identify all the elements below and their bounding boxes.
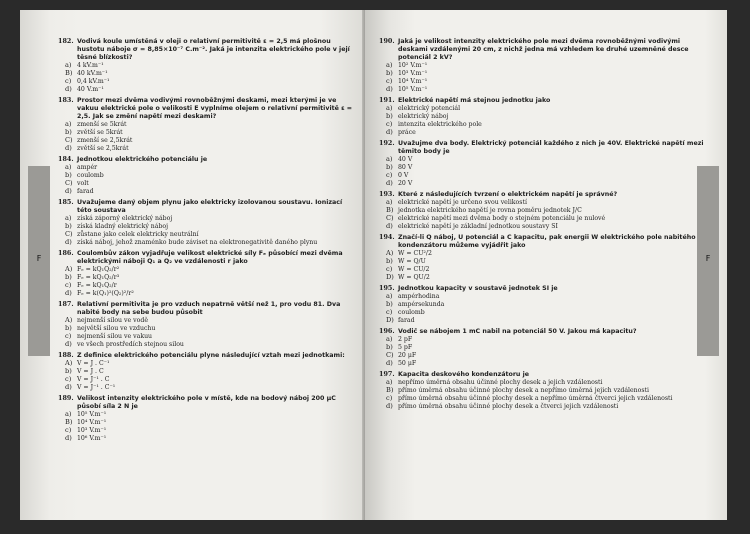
option-letter: d) bbox=[65, 186, 72, 195]
question bbox=[58, 199, 358, 247]
option-letter: c) bbox=[386, 119, 393, 128]
question-text: Relativní permitivita je pro vzduch nepatrně větší než 1, pro vodu 81. Dva nabité body na sebe budou působit bbox=[77, 301, 341, 316]
answer-option bbox=[379, 336, 709, 344]
question-header bbox=[379, 191, 709, 199]
option-text: získá náboj, jehož znaménko bude záviset na elektronegativitě daného plynu bbox=[77, 238, 318, 246]
question-number: 190. bbox=[379, 37, 395, 45]
option-text: 10⁵ V.m⁻¹ bbox=[77, 411, 107, 419]
right-question-column bbox=[379, 38, 709, 414]
question-header bbox=[58, 301, 358, 317]
option-text: 10⁴ V.m⁻¹ bbox=[398, 77, 428, 85]
answer-option bbox=[58, 376, 358, 384]
question bbox=[58, 395, 358, 443]
answer-option bbox=[379, 266, 709, 274]
option-letter: c) bbox=[386, 394, 393, 403]
answer-option bbox=[58, 137, 358, 145]
question-text: Jaká je velikost intenzity elektrického pole mezi dvěma rovnoběžnými vodivými deskami vzdálenými 20 cm, z nichž jedna má vzhledem ke druhé uzemněné desce potenciál 2 kV? bbox=[398, 38, 689, 61]
option-letter: b) bbox=[65, 272, 72, 281]
answer-option bbox=[379, 164, 709, 172]
option-letter: b) bbox=[65, 170, 72, 179]
option-letter: a) bbox=[386, 292, 393, 301]
option-text: V = J . C bbox=[77, 367, 104, 375]
question-header bbox=[58, 38, 358, 62]
answer-option bbox=[58, 188, 358, 196]
question-header bbox=[58, 97, 358, 121]
option-letter: D) bbox=[386, 272, 394, 281]
option-text: coulomb bbox=[398, 308, 425, 316]
answer-option bbox=[58, 70, 358, 78]
question bbox=[379, 140, 709, 188]
right-page bbox=[365, 10, 727, 520]
option-letter: b) bbox=[386, 111, 393, 120]
question-number: 193. bbox=[379, 190, 395, 199]
answer-option bbox=[379, 86, 709, 94]
option-letter: c) bbox=[65, 425, 72, 434]
question-number: 188. bbox=[58, 351, 74, 360]
option-text: ve všech prostředích stejnou silou bbox=[77, 340, 184, 348]
question-header bbox=[379, 371, 709, 379]
question-text: Značí-li Q náboj, U potenciál a C kapacitu, pak energii W elektrického pole nabitého kondenzátoru můžeme vyjádřit jako bbox=[398, 234, 696, 250]
option-text: W = QU/2 bbox=[398, 273, 430, 281]
option-text: zmenší se 2,5krát bbox=[77, 136, 133, 144]
answer-option bbox=[58, 145, 358, 153]
option-text: intenzita elektrického pole bbox=[398, 120, 482, 128]
option-letter: C) bbox=[386, 213, 394, 222]
answer-option bbox=[58, 427, 358, 435]
option-text: 4 kV.m⁻¹ bbox=[77, 61, 104, 69]
option-text: V = J⁻¹ . C bbox=[77, 375, 110, 383]
option-text: zůstane jako celek elektricky neutrální bbox=[77, 230, 199, 238]
option-letter: c) bbox=[386, 307, 393, 316]
option-letter: c) bbox=[65, 374, 72, 383]
option-letter: d) bbox=[386, 84, 393, 93]
answer-option bbox=[58, 290, 358, 298]
answer-option bbox=[58, 325, 358, 333]
option-letter: d) bbox=[65, 339, 72, 348]
option-text: V = J⁻¹ . C⁻¹ bbox=[77, 383, 116, 391]
option-letter: b) bbox=[386, 256, 393, 265]
option-text: jednotka elektrického napětí je rovna poměru jednotek J/C bbox=[398, 206, 582, 214]
question bbox=[379, 285, 709, 325]
option-letter: b) bbox=[386, 162, 393, 171]
question-header bbox=[58, 250, 358, 266]
option-text: 10³ V.m⁻¹ bbox=[77, 426, 107, 434]
question-number: 187. bbox=[58, 300, 74, 309]
answer-option bbox=[379, 156, 709, 164]
answer-option bbox=[58, 172, 358, 180]
answer-option bbox=[379, 274, 709, 282]
answer-option bbox=[379, 387, 709, 395]
option-text: elektrické napětí je určeno svou velikostí bbox=[398, 199, 527, 206]
option-letter: d) bbox=[386, 127, 393, 136]
question bbox=[58, 301, 358, 349]
option-letter: d) bbox=[386, 359, 393, 367]
answer-option bbox=[379, 105, 709, 113]
option-text: elektrický náboj bbox=[398, 112, 449, 120]
option-text: nepřímo úměrná obsahu účinné plochy desek a jejich vzdálenosti bbox=[398, 379, 603, 387]
question-text: Z definice elektrického potenciálu plyne následující vztah mezi jednotkami: bbox=[77, 352, 345, 360]
option-letter: a) bbox=[386, 60, 393, 69]
answer-option bbox=[58, 231, 358, 239]
option-letter: a) bbox=[65, 119, 72, 128]
question bbox=[58, 156, 358, 196]
answer-option bbox=[58, 223, 358, 231]
option-text: Fₑ = k(Q₁)²(Q₂)²/r² bbox=[77, 289, 134, 297]
option-text: Fₑ = kQ₁Q₂/r³ bbox=[77, 273, 120, 281]
question-number: 194. bbox=[379, 233, 395, 242]
question-text: Coulombův zákon vyjadřuje velikost elektrické síly Fₑ působící mezi dvěma elektrickými náboji Q₁ a Q₂ ve vzdálenosti r jako bbox=[77, 250, 343, 265]
question bbox=[379, 371, 709, 411]
section-tab-letter: F bbox=[705, 254, 711, 263]
question-text: Kapacita deskového kondenzátoru je bbox=[398, 371, 530, 379]
option-text: elektrické napětí je základní jednotkou soustavy SI bbox=[398, 222, 558, 230]
question bbox=[379, 328, 709, 368]
option-letter: c) bbox=[386, 170, 393, 179]
option-letter: c) bbox=[65, 76, 72, 85]
answer-option bbox=[58, 333, 358, 341]
option-text: zvětší se 5krát bbox=[77, 128, 123, 136]
question-header bbox=[379, 285, 709, 293]
answer-option bbox=[58, 384, 358, 392]
option-letter: a) bbox=[65, 60, 72, 69]
option-text: 50 μF bbox=[398, 360, 417, 367]
option-letter: A) bbox=[65, 359, 73, 367]
question-text: Uvažujeme daný objem plynu jako elektricky izolovanou soustavu. Ionizací této soustava bbox=[77, 199, 343, 214]
option-letter: A) bbox=[65, 264, 73, 273]
answer-option bbox=[379, 403, 709, 411]
question-text: Prostor mezi dvěma vodivými rovnoběžnými deskami, mezi kterými je ve vakuu elektrické pole o velikosti E vyplníme olejem o relativní permitivitě ε = 2,5. Jak se změní napětí mezi deskami? bbox=[77, 96, 353, 120]
question-text: Velikost intenzity elektrického pole v místě, kde na bodový náboj 200 μC působí síla 2 N je bbox=[77, 395, 336, 411]
option-text: V = J . C⁻¹ bbox=[77, 360, 110, 367]
answer-option bbox=[379, 70, 709, 78]
question-header bbox=[58, 352, 358, 360]
question bbox=[58, 97, 358, 153]
option-letter: c) bbox=[65, 331, 72, 340]
left-question-column bbox=[58, 38, 358, 446]
question-header bbox=[58, 199, 358, 215]
question-number: 189. bbox=[58, 394, 74, 403]
option-text: W = CU²/2 bbox=[398, 250, 432, 258]
answer-option bbox=[379, 293, 709, 301]
answer-option bbox=[58, 317, 358, 325]
option-letter: c) bbox=[386, 264, 393, 273]
section-tab-left bbox=[28, 166, 50, 356]
answer-option bbox=[379, 258, 709, 266]
answer-option bbox=[379, 317, 709, 325]
answer-option bbox=[379, 121, 709, 129]
option-text: 40 kV.m⁻¹ bbox=[77, 69, 108, 77]
option-text: 10⁴ V.m⁻¹ bbox=[77, 418, 107, 426]
question bbox=[379, 38, 709, 94]
section-tab-right bbox=[697, 166, 719, 356]
option-letter: d) bbox=[65, 382, 72, 391]
answer-option bbox=[379, 309, 709, 317]
option-text: ampér bbox=[77, 163, 98, 171]
option-letter: a) bbox=[386, 154, 393, 163]
answer-option bbox=[58, 419, 358, 427]
option-text: 40 V bbox=[398, 155, 413, 163]
answer-option bbox=[58, 239, 358, 247]
question-number: 184. bbox=[58, 154, 74, 163]
option-letter: B) bbox=[65, 417, 73, 426]
question-text: Které z následujících tvrzení o elektrickém napětí je správné? bbox=[398, 191, 618, 199]
answer-option bbox=[379, 301, 709, 309]
question-text: Uvažujme dva body. Elektrický potenciál každého z nich je 40V. Elektrické napětí mezi těmito body je bbox=[398, 140, 704, 155]
option-letter: b) bbox=[386, 300, 393, 309]
option-letter: a) bbox=[386, 103, 393, 112]
option-letter: C) bbox=[386, 351, 394, 360]
option-text: coulomb bbox=[77, 171, 104, 179]
option-letter: d) bbox=[65, 288, 72, 297]
answer-option bbox=[58, 129, 358, 137]
option-text: 10² V.m⁻¹ bbox=[398, 61, 428, 69]
option-letter: b) bbox=[65, 221, 72, 230]
answer-option bbox=[58, 341, 358, 349]
answer-option bbox=[58, 164, 358, 172]
option-text: 0,4 kV.m⁻¹ bbox=[77, 77, 110, 85]
option-letter: d) bbox=[386, 402, 393, 411]
question-text: Elektrické napětí má stejnou jednotku jako bbox=[398, 96, 551, 104]
answer-option bbox=[58, 62, 358, 70]
question-number: 191. bbox=[379, 95, 395, 104]
option-text: elektrický potenciál bbox=[398, 104, 461, 112]
answer-option bbox=[379, 223, 709, 231]
question-header bbox=[379, 38, 709, 62]
option-text: zvětší se 2,5krát bbox=[77, 144, 129, 152]
option-text: 20 V bbox=[398, 179, 413, 187]
option-text: 10⁵ V.m⁻¹ bbox=[398, 85, 428, 93]
question-header bbox=[58, 156, 358, 164]
option-letter: a) bbox=[386, 198, 393, 206]
answer-option bbox=[58, 78, 358, 86]
question bbox=[58, 38, 358, 94]
option-letter: a) bbox=[65, 410, 72, 419]
option-text: 5 pF bbox=[398, 344, 413, 352]
answer-option bbox=[379, 352, 709, 360]
answer-option bbox=[58, 282, 358, 290]
option-text: přímo úměrná obsahu účinné plochy desek a nepřímo úměrná čtverci jejich vzdálenosti bbox=[398, 395, 673, 403]
option-letter: C) bbox=[65, 178, 73, 187]
option-text: získá kladný elektrický náboj bbox=[77, 222, 169, 230]
answer-option bbox=[379, 129, 709, 137]
left-page bbox=[20, 10, 365, 520]
option-letter: c) bbox=[386, 76, 393, 85]
answer-option bbox=[58, 274, 358, 282]
option-text: W = CU/2 bbox=[398, 265, 430, 273]
question bbox=[58, 352, 358, 392]
question-header bbox=[379, 140, 709, 156]
option-text: 2 pF bbox=[398, 336, 413, 344]
option-letter: a) bbox=[386, 378, 393, 387]
answer-option bbox=[58, 215, 358, 223]
option-text: volt bbox=[77, 179, 89, 187]
answer-option bbox=[58, 411, 358, 419]
option-text: přímo úměrná obsahu účinné plochy desek a čtverci jejich vzdálenosti bbox=[398, 403, 619, 411]
answer-option bbox=[379, 113, 709, 121]
option-letter: d) bbox=[65, 84, 72, 93]
option-letter: B) bbox=[386, 386, 394, 395]
answer-option bbox=[58, 368, 358, 376]
answer-option bbox=[58, 180, 358, 188]
question bbox=[58, 250, 358, 298]
option-text: 0 V bbox=[398, 171, 409, 179]
question-number: 186. bbox=[58, 249, 74, 258]
answer-option bbox=[379, 207, 709, 215]
answer-option bbox=[58, 435, 358, 443]
question-number: 195. bbox=[379, 284, 395, 293]
option-text: přímo úměrná obsahu účinné plochy desek a nepřímo úměrná jejich vzdálenosti bbox=[398, 387, 650, 395]
option-text: ampérhodina bbox=[398, 293, 440, 301]
option-text: nejmenší silou ve vakuu bbox=[77, 332, 153, 340]
answer-option bbox=[379, 250, 709, 258]
option-text: největší silou ve vzduchu bbox=[77, 324, 156, 332]
option-letter: C) bbox=[65, 135, 73, 144]
question-text: Jednotkou elektrického potenciálu je bbox=[77, 155, 208, 163]
answer-option bbox=[58, 86, 358, 94]
question-header bbox=[379, 328, 709, 336]
option-text: farad bbox=[398, 316, 415, 324]
option-letter: d) bbox=[386, 178, 393, 187]
answer-option bbox=[379, 379, 709, 387]
option-text: elektrické napětí mezi dvěma body o stejném potenciálu je nulové bbox=[398, 214, 606, 222]
answer-option bbox=[58, 360, 358, 368]
question-text: Jednotkou kapacity v soustavě jednotek SI je bbox=[398, 285, 558, 293]
answer-option bbox=[379, 360, 709, 368]
option-letter: d) bbox=[65, 143, 72, 152]
answer-option bbox=[379, 344, 709, 352]
answer-option bbox=[379, 395, 709, 403]
option-letter: B) bbox=[65, 68, 73, 77]
option-text: W = Q/U bbox=[398, 257, 426, 265]
question-header bbox=[379, 97, 709, 105]
option-text: zmenší se 5krát bbox=[77, 120, 127, 128]
option-letter: B) bbox=[386, 205, 394, 214]
option-letter: c) bbox=[65, 280, 72, 289]
question bbox=[379, 234, 709, 282]
question-number: 182. bbox=[58, 37, 74, 45]
question-header bbox=[58, 395, 358, 411]
answer-option bbox=[379, 180, 709, 188]
option-letter: b) bbox=[65, 366, 72, 375]
option-text: ampérsekunda bbox=[398, 301, 445, 309]
question-number: 197. bbox=[379, 370, 395, 379]
option-letter: b) bbox=[386, 343, 393, 352]
question-number: 192. bbox=[379, 139, 395, 148]
option-letter: a) bbox=[65, 213, 72, 222]
answer-option bbox=[379, 62, 709, 70]
option-letter: d) bbox=[386, 221, 393, 230]
option-text: získá záporný elektrický náboj bbox=[77, 214, 173, 222]
question bbox=[379, 191, 709, 231]
answer-option bbox=[379, 215, 709, 223]
section-tab-letter: F bbox=[36, 254, 42, 263]
option-text: 10⁶ V.m⁻¹ bbox=[77, 434, 107, 442]
option-text: 40 V.m⁻¹ bbox=[77, 85, 104, 93]
answer-option bbox=[58, 266, 358, 274]
question-number: 196. bbox=[379, 327, 395, 336]
question-header bbox=[379, 234, 709, 250]
question-text: Vodivá koule umístěná v oleji o relativní permitivitě ε = 2,5 má plošnou hustotu náboje σ = 8,85×10⁻⁷ C.m⁻². Jaká je intenzita elektrického pole v její těsné blízkosti? bbox=[77, 38, 350, 61]
answer-option bbox=[379, 172, 709, 180]
option-text: farad bbox=[77, 187, 94, 195]
option-letter: d) bbox=[65, 433, 72, 442]
option-text: Fₑ = kQ₁Q₂/r² bbox=[77, 265, 120, 273]
option-text: 10³ V.m⁻¹ bbox=[398, 69, 428, 77]
option-text: práce bbox=[398, 128, 416, 136]
option-text: Fₑ = kQ₁Q₂/r bbox=[77, 281, 117, 289]
option-letter: A) bbox=[386, 249, 394, 258]
answer-option bbox=[379, 78, 709, 86]
question-text: Vodič se nábojem 1 mC nabil na potenciál 50 V. Jakou má kapacitu? bbox=[398, 328, 637, 336]
option-text: 20 μF bbox=[398, 352, 417, 360]
question-number: 185. bbox=[58, 198, 74, 206]
option-letter: A) bbox=[65, 315, 73, 324]
option-letter: a) bbox=[65, 162, 72, 171]
option-letter: C) bbox=[65, 229, 73, 238]
option-letter: D) bbox=[386, 315, 394, 324]
option-letter: b) bbox=[65, 127, 72, 136]
option-letter: b) bbox=[386, 68, 393, 77]
option-text: 80 V bbox=[398, 163, 413, 171]
question bbox=[379, 97, 709, 137]
option-letter: d) bbox=[65, 237, 72, 246]
answer-option bbox=[58, 121, 358, 129]
question-number: 183. bbox=[58, 95, 74, 104]
answer-option bbox=[379, 199, 709, 207]
option-text: nejmenší silou ve vodě bbox=[77, 316, 148, 324]
option-letter: a) bbox=[386, 335, 393, 344]
option-letter: b) bbox=[65, 323, 72, 332]
